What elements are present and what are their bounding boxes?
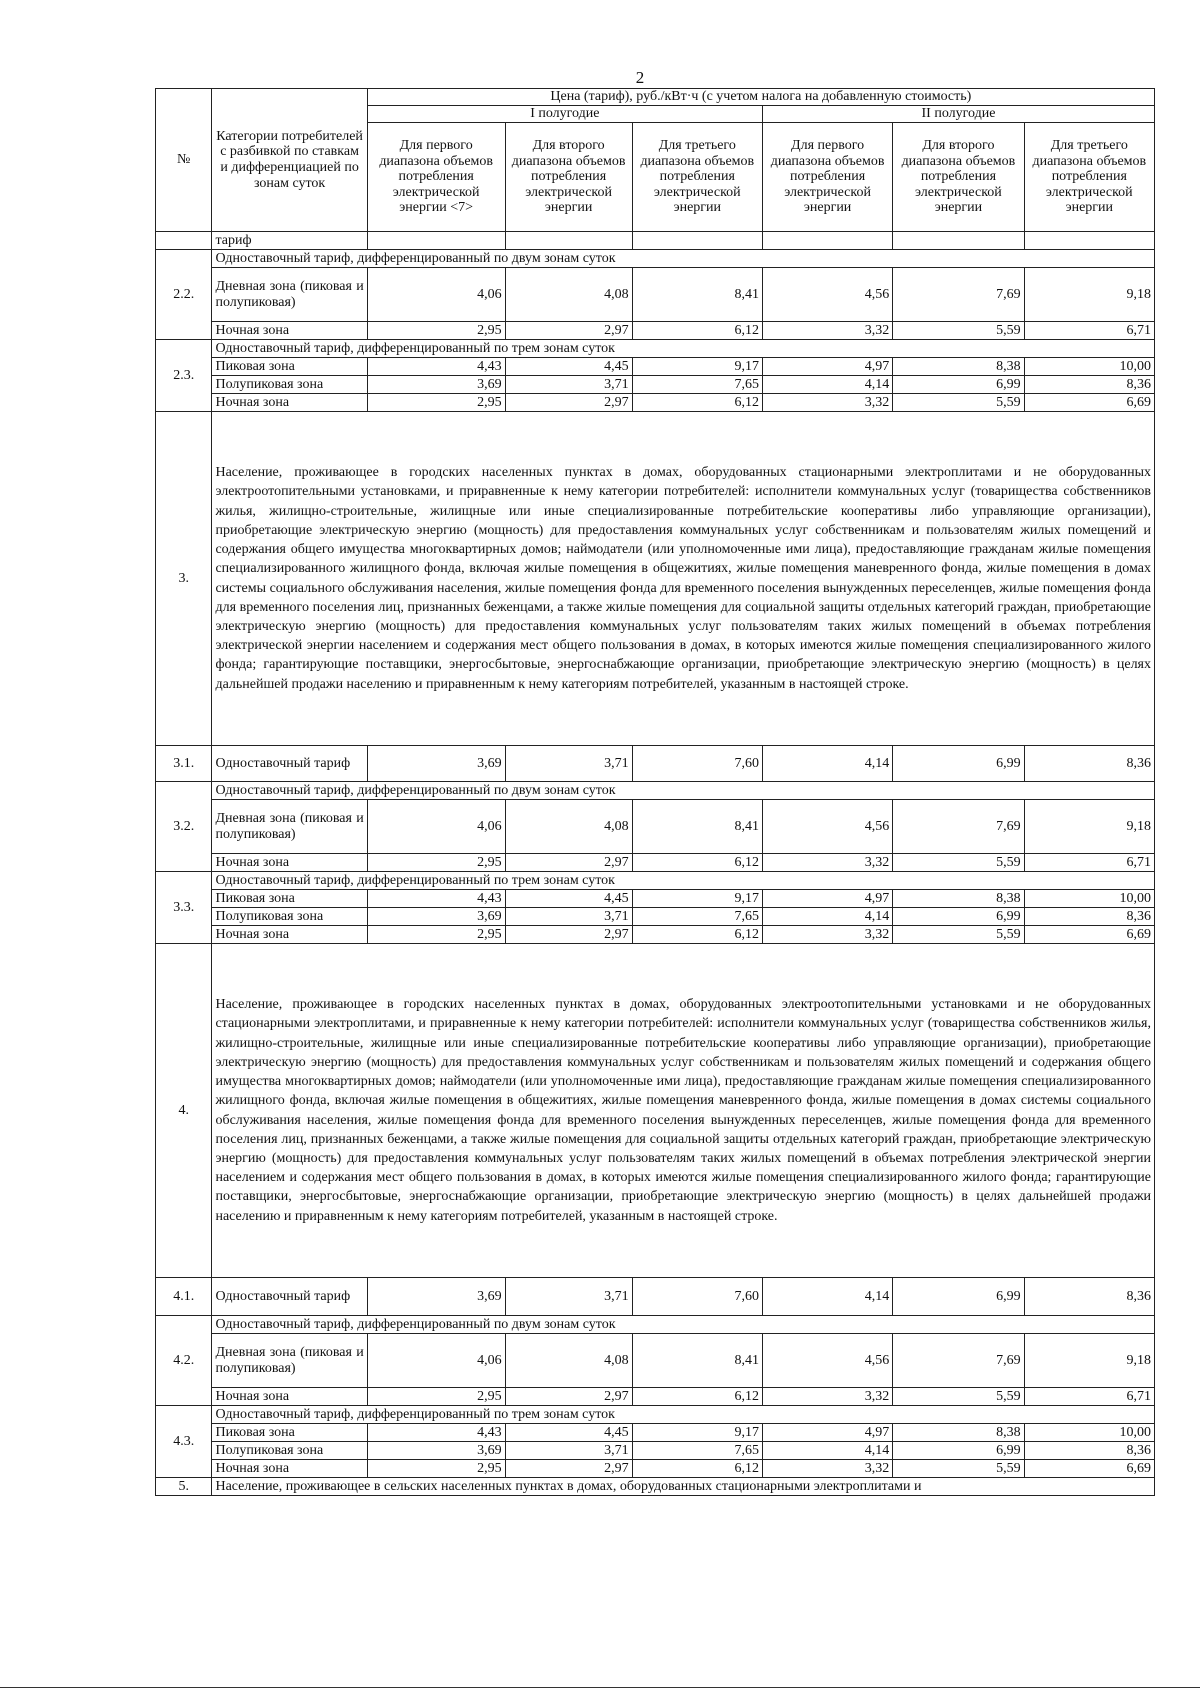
section-title: Одноставочный тариф, дифференцированный по трем зонам суток (212, 340, 1155, 358)
value-cell: 8,36 (1024, 1442, 1154, 1460)
value-cell: 4,14 (762, 1278, 892, 1316)
zone-label: Полупиковая зона (212, 376, 367, 394)
band1-header: Для первого диапазона объемов потребления электрической энергии <7> (367, 123, 505, 232)
value-cell: 6,12 (632, 1388, 762, 1406)
value-cell: 8,38 (893, 358, 1024, 376)
value-cell: 2,95 (367, 854, 505, 872)
value-cell: 5,59 (893, 1388, 1024, 1406)
value-cell: 8,41 (632, 800, 762, 854)
category-description: Население, проживающее в городских населенных пунктах в домах, оборудованных электроотопительными установками и не оборудованных стационарными электроплитами, и приравненные к нему категории потребителей: исполнители коммунальных услуг (товарищества собственников жилья, жилищно-строительные, жилищные или иные специализированные потребительские кооперативы либо управляющие организации), приобретающие электрическую энергию (мощность) для предоставления коммунальных услуг собственникам и пользователям жилых помещений и содержания общего имущества многоквартирных домов; наймодатели (или уполномоченные ими лица), предоставляющие гражданам жилые помещения специализированного жилищного фонда, включая жилые помещения в общежитиях, жилые помещения маневренного фонда, жилые помещения в домах системы социального обслуживания населения, жилые помещения фонда для временного поселения вынужденных переселенцев, жилые помещения фонда для временного поселения лиц, признанных беженцами, а также жилые помещения для социальной защиты отдельных категорий граждан, приобретающие электрическую энергию (мощность) для предоставления коммунальных услуг пользователям таких жилых помещений в объемах потребления электрической энергии населением и содержания мест общего пользования в домах, в которых имеются жилые помещения специализированного жилого фонда; гарантирующие поставщики, энергосбытовые, энергоснабжающие организации, приобретающие электрическую энергию (мощность) в целях дальнейшей продажи населению и приравненным к нему категориям потребителей, указанным в настоящей строке. (212, 944, 1155, 1278)
value-cell: 7,60 (632, 1278, 762, 1316)
value-cell: 6,12 (632, 854, 762, 872)
value-cell: 2,95 (367, 926, 505, 944)
zone-label: Ночная зона (212, 1388, 367, 1406)
tariff-table (155, 88, 1155, 1496)
value-cell: 4,45 (505, 1424, 632, 1442)
value-cell: 9,18 (1024, 800, 1154, 854)
value-cell: 6,99 (893, 376, 1024, 394)
row-number: 3.2. (156, 782, 212, 872)
band1b-header: Для первого диапазона объемов потребления электрической энергии (762, 123, 892, 232)
value-cell: 3,71 (505, 376, 632, 394)
value-cell: 4,14 (762, 746, 892, 782)
value-cell: 5,59 (893, 394, 1024, 412)
value-cell: 6,71 (1024, 1388, 1154, 1406)
value-cell: 4,97 (762, 358, 892, 376)
value-cell: 5,59 (893, 854, 1024, 872)
value-cell: 3,69 (367, 376, 505, 394)
value-cell: 3,71 (505, 1442, 632, 1460)
band2b-header: Для второго диапазона объемов потребления электрической энергии (893, 123, 1024, 232)
half1-header: I полугодие (367, 106, 762, 123)
zone-label: Одноставочный тариф (212, 1278, 367, 1316)
value-cell: 4,06 (367, 1334, 505, 1388)
value-cell: 4,08 (505, 268, 632, 322)
value-cell: 10,00 (1024, 358, 1154, 376)
zone-label: Дневная зона (пиковая и полупиковая) (212, 268, 367, 322)
value-cell: 8,36 (1024, 908, 1154, 926)
value-cell: 3,32 (762, 394, 892, 412)
value-cell: 8,38 (893, 890, 1024, 908)
category-description: Население, проживающее в сельских населенных пунктах в домах, оборудованных стационарными электроплитами и (212, 1478, 1155, 1496)
zone-label: Одноставочный тариф (212, 746, 367, 782)
value-cell: 6,99 (893, 1442, 1024, 1460)
value-cell: 4,97 (762, 1424, 892, 1442)
value-cell: 7,60 (632, 746, 762, 782)
value-cell: 8,36 (1024, 376, 1154, 394)
row-number: 3.3. (156, 872, 212, 944)
section-title: Одноставочный тариф, дифференцированный по двум зонам суток (212, 1316, 1155, 1334)
row-number: 5. (156, 1478, 212, 1496)
value-cell: 4,97 (762, 890, 892, 908)
value-cell: 4,06 (367, 800, 505, 854)
value-cell: 6,69 (1024, 1460, 1154, 1478)
value-cell: 7,69 (893, 1334, 1024, 1388)
zone-label: Дневная зона (пиковая и полупиковая) (212, 800, 367, 854)
zone-label: Полупиковая зона (212, 1442, 367, 1460)
tariff-word: тариф (212, 232, 367, 250)
section-title: Одноставочный тариф, дифференцированный по трем зонам суток (212, 872, 1155, 890)
value-cell: 9,17 (632, 890, 762, 908)
zone-label: Полупиковая зона (212, 908, 367, 926)
band3-header: Для третьего диапазона объемов потребления электрической энергии (632, 123, 762, 232)
value-cell: 8,36 (1024, 1278, 1154, 1316)
value-cell: 2,97 (505, 1460, 632, 1478)
value-cell: 4,45 (505, 890, 632, 908)
value-cell: 8,36 (1024, 746, 1154, 782)
row-number: 3. (156, 412, 212, 746)
value-cell: 4,43 (367, 358, 505, 376)
row-number: 3.1. (156, 746, 212, 782)
value-cell: 6,12 (632, 322, 762, 340)
value-cell: 6,99 (893, 1278, 1024, 1316)
value-cell: 7,65 (632, 1442, 762, 1460)
band3b-header: Для третьего диапазона объемов потребления электрической энергии (1024, 123, 1154, 232)
value-cell: 3,69 (367, 1442, 505, 1460)
value-cell: 10,00 (1024, 890, 1154, 908)
value-cell: 2,95 (367, 1388, 505, 1406)
value-cell: 9,17 (632, 1424, 762, 1442)
row-number: 4. (156, 944, 212, 1278)
page-number: 2 (635, 68, 645, 87)
row-number: 2.3. (156, 340, 212, 412)
zone-label: Пиковая зона (212, 1424, 367, 1442)
value-cell: 4,43 (367, 890, 505, 908)
zone-label: Пиковая зона (212, 890, 367, 908)
value-cell: 6,12 (632, 1460, 762, 1478)
value-cell: 3,69 (367, 1278, 505, 1316)
page-bottom-rule (0, 1687, 1200, 1688)
section-title: Одноставочный тариф, дифференцированный по двум зонам суток (212, 782, 1155, 800)
value-cell: 2,95 (367, 394, 505, 412)
value-cell: 7,65 (632, 908, 762, 926)
value-cell: 6,12 (632, 926, 762, 944)
zone-label: Ночная зона (212, 926, 367, 944)
value-cell: 3,69 (367, 908, 505, 926)
value-cell: 3,71 (505, 746, 632, 782)
value-cell: 8,41 (632, 268, 762, 322)
value-cell: 2,97 (505, 394, 632, 412)
value-cell: 8,38 (893, 1424, 1024, 1442)
zone-label: Ночная зона (212, 394, 367, 412)
value-cell: 4,56 (762, 800, 892, 854)
value-cell: 3,32 (762, 1460, 892, 1478)
value-cell: 2,95 (367, 322, 505, 340)
col-no-header: № (156, 89, 212, 232)
zone-label: Ночная зона (212, 854, 367, 872)
value-cell: 9,18 (1024, 1334, 1154, 1388)
row-number: 4.1. (156, 1278, 212, 1316)
value-cell: 7,69 (893, 268, 1024, 322)
price-header: Цена (тариф), руб./кВт·ч (с учетом налога на добавленную стоимость) (367, 89, 1154, 106)
value-cell: 4,08 (505, 800, 632, 854)
value-cell: 4,14 (762, 1442, 892, 1460)
value-cell: 3,32 (762, 1388, 892, 1406)
value-cell: 9,18 (1024, 268, 1154, 322)
value-cell: 3,69 (367, 746, 505, 782)
section-title: Одноставочный тариф, дифференцированный по трем зонам суток (212, 1406, 1155, 1424)
value-cell: 10,00 (1024, 1424, 1154, 1442)
value-cell: 4,14 (762, 376, 892, 394)
zone-label: Ночная зона (212, 322, 367, 340)
value-cell: 7,65 (632, 376, 762, 394)
value-cell: 3,32 (762, 926, 892, 944)
value-cell: 6,69 (1024, 926, 1154, 944)
value-cell: 4,08 (505, 1334, 632, 1388)
value-cell: 9,17 (632, 358, 762, 376)
value-cell: 5,59 (893, 1460, 1024, 1478)
value-cell: 5,59 (893, 322, 1024, 340)
value-cell: 7,69 (893, 800, 1024, 854)
value-cell: 6,12 (632, 394, 762, 412)
value-cell: 6,71 (1024, 322, 1154, 340)
section-title: Одноставочный тариф, дифференцированный по двум зонам суток (212, 250, 1155, 268)
row-number: 2.2. (156, 250, 212, 340)
value-cell: 4,06 (367, 268, 505, 322)
row-number: 4.2. (156, 1316, 212, 1406)
value-cell: 4,45 (505, 358, 632, 376)
zone-label: Пиковая зона (212, 358, 367, 376)
value-cell: 4,56 (762, 268, 892, 322)
zone-label: Дневная зона (пиковая и полупиковая) (212, 1334, 367, 1388)
value-cell: 4,14 (762, 908, 892, 926)
value-cell: 6,69 (1024, 394, 1154, 412)
col-category-header: Категории потребителей с разбивкой по ставкам и дифференциацией по зонам суток (212, 89, 367, 232)
value-cell: 4,43 (367, 1424, 505, 1442)
value-cell: 6,99 (893, 908, 1024, 926)
value-cell: 2,95 (367, 1460, 505, 1478)
value-cell: 3,71 (505, 908, 632, 926)
value-cell: 2,97 (505, 322, 632, 340)
value-cell: 2,97 (505, 854, 632, 872)
category-description: Население, проживающее в городских населенных пунктах в домах, оборудованных стационарными электроплитами и не оборудованных электроотопительными установками, и приравненные к нему категории потребителей: исполнители коммунальных услуг (товарищества собственников жилья, жилищно-строительные, жилищные или иные специализированные потребительские кооперативы либо управляющие организации), приобретающие электрическую энергию (мощность) для предоставления коммунальных услуг собственникам и пользователям жилых помещений и содержания общего имущества многоквартирных домов; наймодатели (или уполномоченные ими лица), предоставляющие гражданам жилые помещения специализированного жилищного фонда, включая жилые помещения в общежитиях, жилые помещения маневренного фонда, жилые помещения в домах системы социального обслуживания населения, жилые помещения фонда для временного поселения вынужденных переселенцев, жилые помещения фонда для временного поселения лиц, признанных беженцами, а также жилые помещения для социальной защиты отдельных категорий граждан, приобретающие электрическую энергию (мощность) для предоставления коммунальных услуг пользователям таких жилых помещений в объемах потребления электрической энергии населением и содержания мест общего пользования в домах, в которых имеются жилые помещения специализированного жилого фонда; гарантирующие поставщики, энергосбытовые, энергоснабжающие организации, приобретающие электрическую энергию (мощность) в целях дальнейшей продажи населению и приравненным к нему категориям потребителей, указанным в настоящей строке. (212, 412, 1155, 746)
value-cell: 4,56 (762, 1334, 892, 1388)
value-cell: 3,32 (762, 322, 892, 340)
value-cell: 2,97 (505, 1388, 632, 1406)
value-cell: 8,41 (632, 1334, 762, 1388)
value-cell: 2,97 (505, 926, 632, 944)
zone-label: Ночная зона (212, 1460, 367, 1478)
band2-header: Для второго диапазона объемов потребления электрической энергии (505, 123, 632, 232)
value-cell: 6,99 (893, 746, 1024, 782)
row-number: 4.3. (156, 1406, 212, 1478)
half2-header: II полугодие (762, 106, 1154, 123)
value-cell: 5,59 (893, 926, 1024, 944)
value-cell: 3,71 (505, 1278, 632, 1316)
value-cell: 3,32 (762, 854, 892, 872)
value-cell: 6,71 (1024, 854, 1154, 872)
